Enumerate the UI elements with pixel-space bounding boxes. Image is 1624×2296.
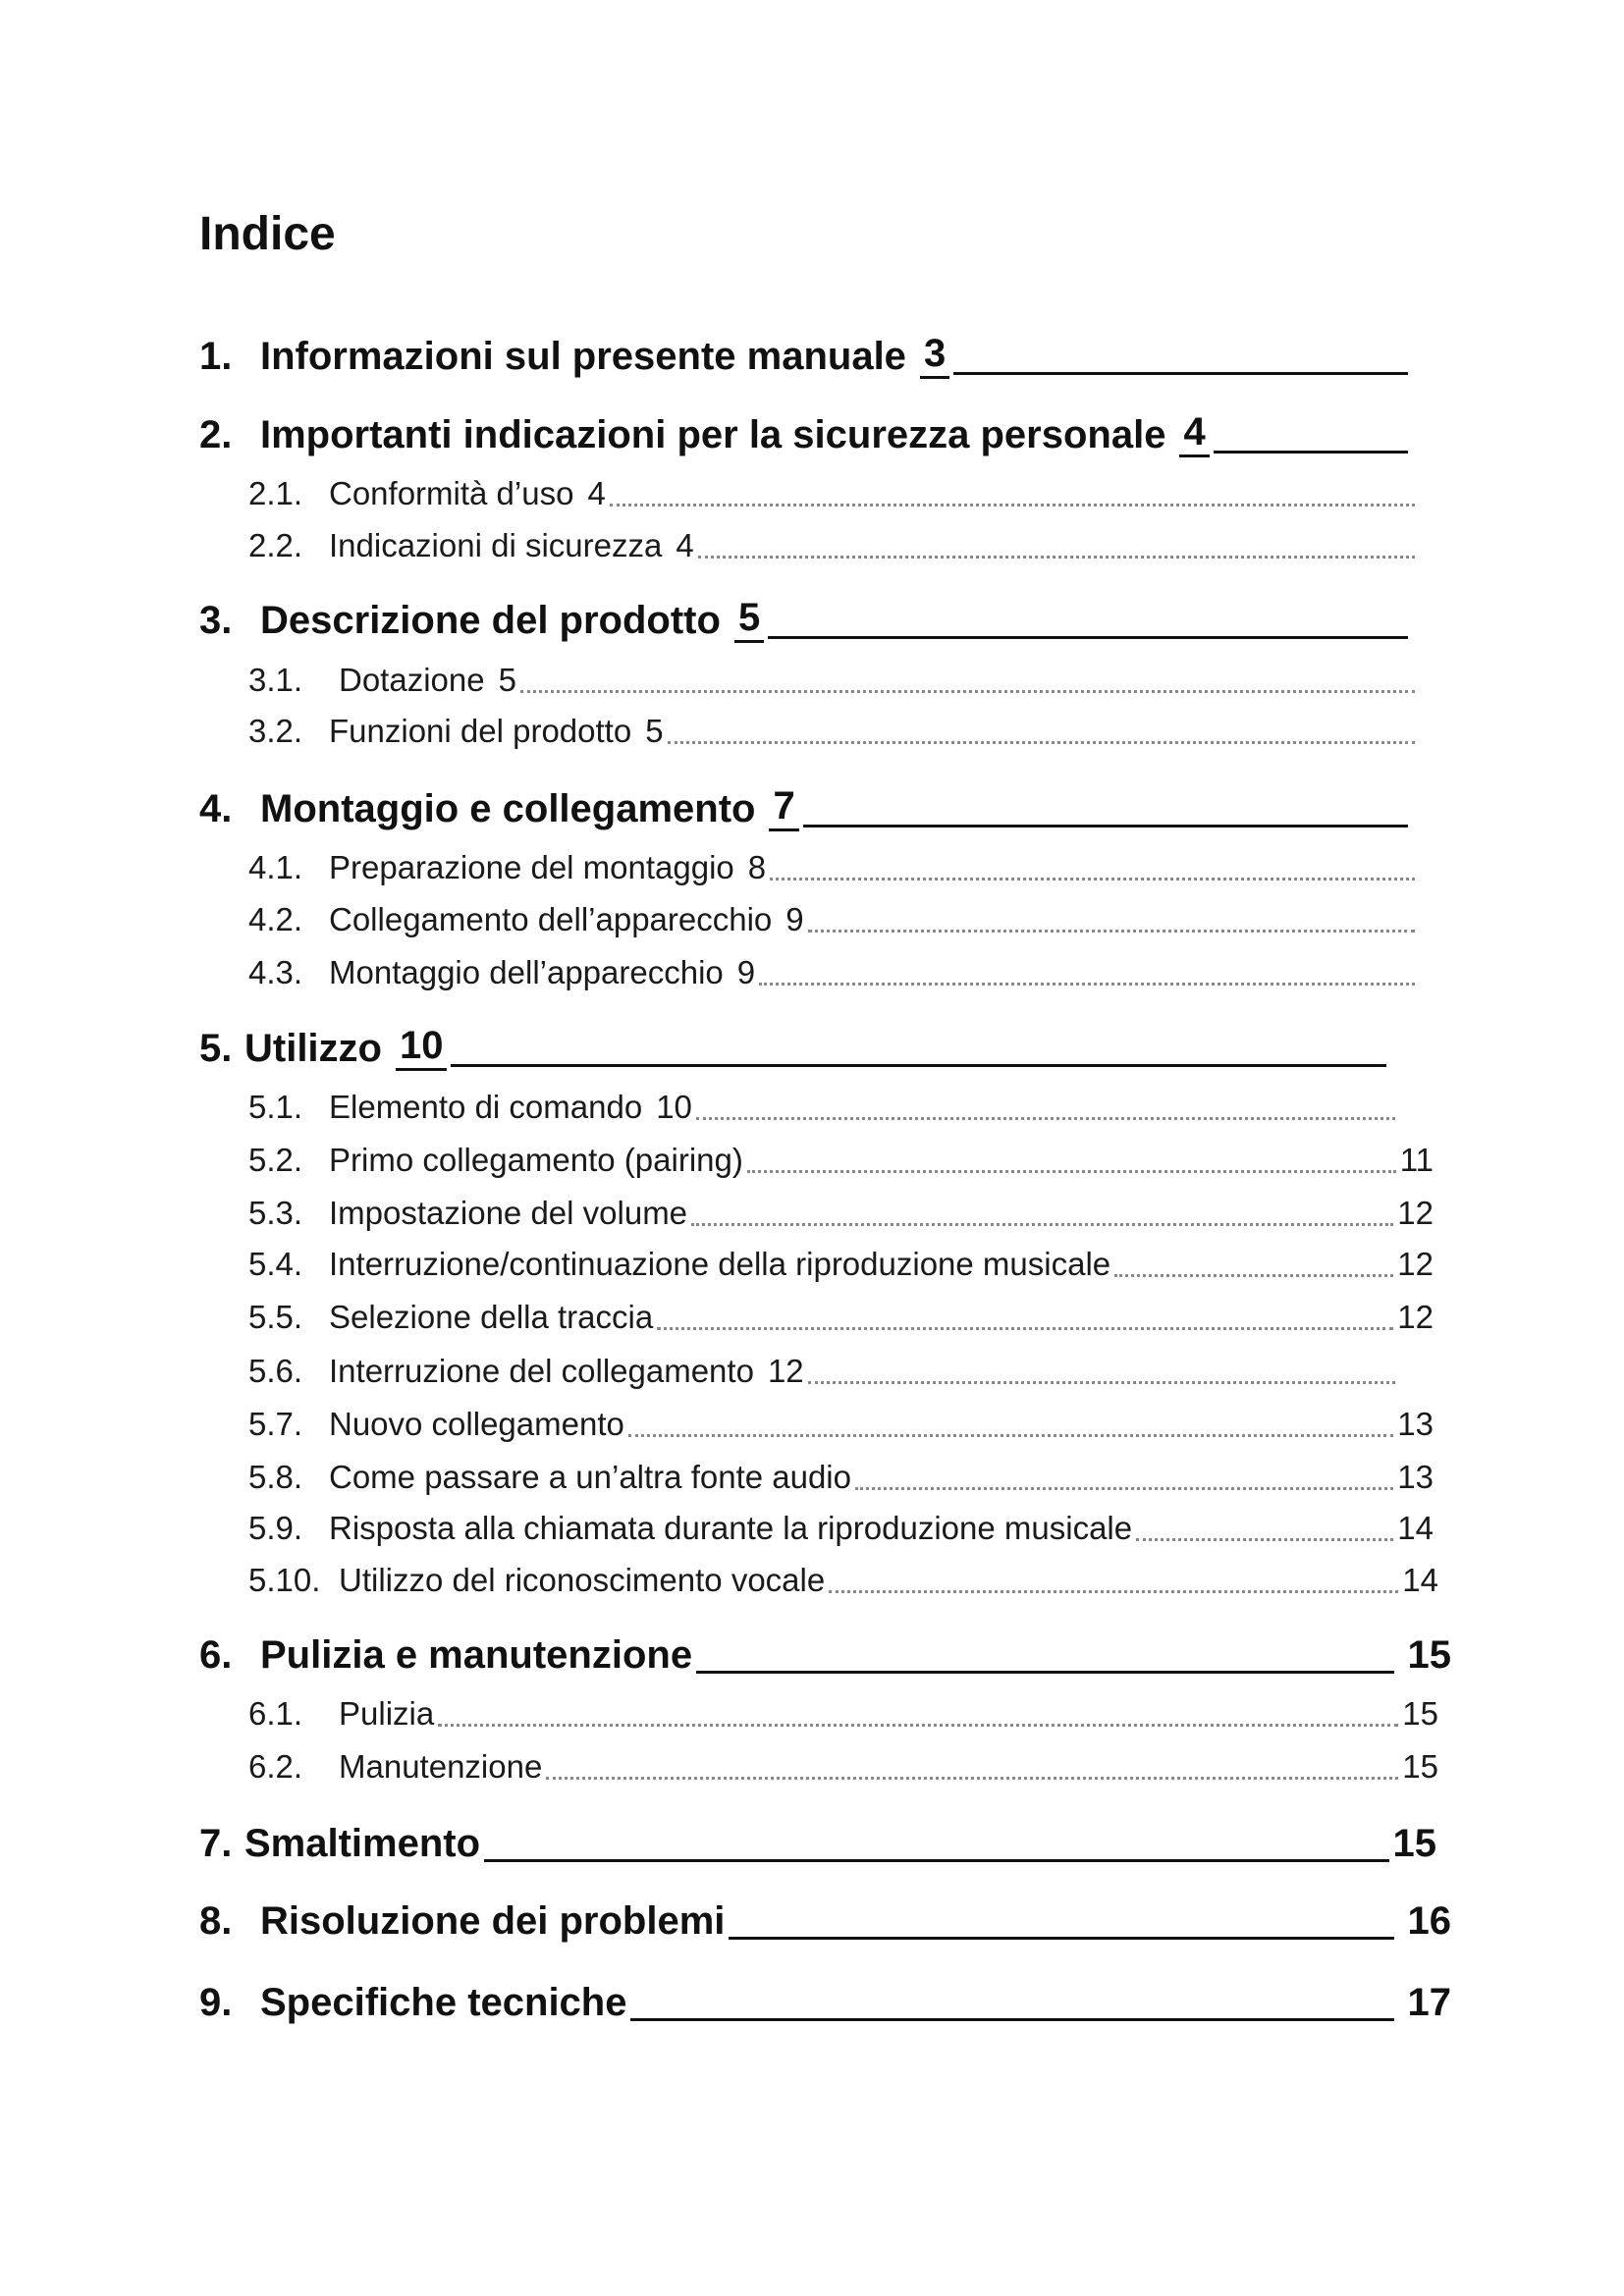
toc-entry-page: 14 bbox=[1397, 1510, 1434, 1546]
toc-leader-line bbox=[630, 2018, 1393, 2021]
toc-entry-number: 5.6. bbox=[248, 1353, 303, 1389]
toc-entry-number: 4.3. bbox=[248, 954, 303, 990]
toc-entry-page: 16 bbox=[1407, 1899, 1451, 1943]
toc-entry-number: 5.4. bbox=[248, 1246, 303, 1282]
toc-leader-line bbox=[484, 1859, 1388, 1862]
toc-entry-number: 5.9. bbox=[248, 1510, 303, 1546]
toc-entry-page: 13 bbox=[1397, 1406, 1434, 1442]
toc-entry-page: 5 bbox=[734, 596, 764, 643]
toc-leader-line bbox=[803, 825, 1408, 828]
toc-subentry[interactable] bbox=[248, 658, 1419, 699]
toc-entry-page: 9 bbox=[736, 954, 756, 990]
toc-entry[interactable] bbox=[199, 1629, 1451, 1678]
toc-leader-dots bbox=[747, 1170, 1396, 1173]
toc-entry-number: 2.2. bbox=[248, 527, 303, 563]
toc-entry-number: 2.1. bbox=[248, 475, 303, 511]
toc-entry-label: Utilizzo bbox=[244, 1027, 382, 1070]
toc-entry-page: 12 bbox=[767, 1353, 804, 1389]
toc-entry-number: 6.1. bbox=[248, 1695, 303, 1732]
toc-entry-label: Primo collegamento (pairing) bbox=[329, 1142, 743, 1178]
toc-entry-label: Collegamento dell’apparecchio bbox=[329, 901, 773, 937]
toc-subentry[interactable] bbox=[248, 1506, 1434, 1547]
toc-subentry[interactable] bbox=[248, 523, 1419, 564]
toc-leader-dots bbox=[668, 741, 1415, 744]
toc-entry-number: 6. bbox=[199, 1633, 233, 1677]
toc-leader-dots bbox=[546, 1777, 1398, 1780]
toc-leader-dots bbox=[808, 1381, 1395, 1384]
toc-entry-page: 8 bbox=[747, 849, 767, 885]
toc-entry[interactable] bbox=[199, 1976, 1451, 2025]
toc-entry-label: Interruzione/continuazione della riproduzione musicale bbox=[329, 1246, 1111, 1282]
toc-entry-label: Dotazione bbox=[339, 662, 485, 698]
toc-entry-label: Informazioni sul presente manuale bbox=[260, 335, 906, 378]
toc-entry-label: Conformità d’uso bbox=[329, 475, 574, 511]
toc-entry-page: 12 bbox=[1397, 1246, 1434, 1282]
toc-leader-dots bbox=[628, 1434, 1393, 1437]
toc-leader-line bbox=[1214, 451, 1408, 454]
toc-entry[interactable] bbox=[199, 1895, 1451, 1944]
toc-entry[interactable] bbox=[199, 408, 1412, 457]
toc-entry-number: 5. bbox=[199, 1027, 233, 1070]
toc-leader-dots bbox=[657, 1327, 1393, 1330]
toc-entry-page: 4 bbox=[676, 527, 694, 563]
toc-entry-number: 4. bbox=[199, 787, 233, 830]
toc-entry-label: Montaggio e collegamento bbox=[260, 787, 756, 830]
toc-entry-number: 5.10. bbox=[248, 1562, 321, 1598]
toc-subentry[interactable] bbox=[248, 1402, 1434, 1443]
toc-entry-number: 5.5. bbox=[248, 1299, 303, 1335]
toc-subentry[interactable] bbox=[248, 1349, 1399, 1390]
toc-entry-label: Montaggio dell’apparecchio bbox=[329, 954, 724, 990]
toc-entry-label: Elemento di comando bbox=[329, 1089, 643, 1125]
toc-entry-label: Risoluzione dei problemi bbox=[260, 1899, 726, 1943]
toc-entry-label: Indicazioni di sicurezza bbox=[329, 527, 663, 563]
toc-entry-number: 5.7. bbox=[248, 1406, 303, 1442]
toc-subentry[interactable] bbox=[248, 897, 1419, 938]
toc-entry-number: 2. bbox=[199, 413, 233, 456]
toc-entry-number: 6.2. bbox=[248, 1748, 303, 1785]
toc-entry-label: Pulizia e manutenzione bbox=[260, 1633, 693, 1677]
toc-entry-page: 14 bbox=[1402, 1562, 1438, 1598]
toc-leader-dots bbox=[520, 690, 1415, 693]
toc-entry[interactable] bbox=[199, 1022, 1390, 1071]
toc-entry-page: 12 bbox=[1397, 1299, 1434, 1335]
toc-entry-number: 8. bbox=[199, 1899, 233, 1943]
toc-leader-dots bbox=[610, 504, 1415, 507]
toc-entry-page: 4 bbox=[587, 475, 606, 511]
toc-subentry[interactable] bbox=[248, 1085, 1399, 1126]
toc-entry-page: 15 bbox=[1402, 1695, 1438, 1732]
toc-entry[interactable] bbox=[199, 594, 1412, 643]
toc-subentry[interactable] bbox=[248, 1295, 1434, 1336]
toc-entry-label: Selezione della traccia bbox=[329, 1299, 654, 1335]
toc-entry-label: Preparazione del montaggio bbox=[329, 849, 734, 885]
toc-entry-page: 9 bbox=[785, 901, 804, 937]
toc-entry-page: 12 bbox=[1397, 1195, 1434, 1231]
toc-subentry[interactable] bbox=[248, 1138, 1434, 1179]
toc-entry-number: 5.1. bbox=[248, 1089, 303, 1125]
toc-subentry[interactable] bbox=[248, 845, 1419, 886]
toc-subentry[interactable] bbox=[248, 1558, 1438, 1599]
toc-entry-number: 9. bbox=[199, 1981, 233, 2024]
toc-entry-page: 3 bbox=[920, 332, 949, 379]
toc-leader-line bbox=[729, 1937, 1393, 1940]
toc-subentry[interactable] bbox=[248, 1691, 1438, 1733]
toc-entry-number: 5.3. bbox=[248, 1195, 303, 1231]
toc-entry-number: 1. bbox=[199, 335, 233, 378]
toc-entry-label: Descrizione del prodotto bbox=[260, 599, 721, 642]
toc-subentry[interactable] bbox=[248, 471, 1419, 512]
toc-entry-page: 7 bbox=[769, 784, 798, 831]
toc-leader-dots bbox=[438, 1724, 1398, 1727]
toc-subentry[interactable] bbox=[248, 1455, 1434, 1496]
toc-entry-page: 17 bbox=[1407, 1981, 1451, 2024]
toc-leader-dots bbox=[1136, 1538, 1393, 1541]
toc-entry-page: 11 bbox=[1399, 1142, 1434, 1178]
toc-leader-line bbox=[451, 1064, 1386, 1067]
toc-entry-label: Pulizia bbox=[339, 1695, 435, 1732]
toc-entry-page: 15 bbox=[1392, 1822, 1436, 1865]
toc-entry-number: 4.1. bbox=[248, 849, 303, 885]
toc-entry-label: Manutenzione bbox=[339, 1748, 543, 1785]
toc-leader-dots bbox=[770, 878, 1415, 881]
toc-entry-page: 15 bbox=[1407, 1633, 1451, 1677]
toc-entry-page: 5 bbox=[498, 662, 516, 698]
toc-entry-label: Risposta alla chiamata durante la riproduzione musicale bbox=[329, 1510, 1133, 1546]
toc-entry-label: Impostazione del volume bbox=[329, 1195, 688, 1231]
toc-subentry[interactable] bbox=[248, 950, 1419, 991]
toc-entry-number: 5.2. bbox=[248, 1142, 303, 1178]
toc-leader-dots bbox=[696, 1117, 1395, 1120]
toc-entry-label: Come passare a un’altra fonte audio bbox=[329, 1459, 851, 1495]
toc-entry-label: Interruzione del collegamento bbox=[329, 1353, 754, 1389]
page-title: Indice bbox=[199, 208, 336, 260]
toc-entry[interactable] bbox=[199, 330, 1412, 379]
toc-leader-dots bbox=[691, 1223, 1393, 1226]
toc-entry-number: 3.2. bbox=[248, 713, 303, 749]
toc-entry-page: 13 bbox=[1397, 1459, 1434, 1495]
toc-entry-page: 15 bbox=[1402, 1748, 1438, 1785]
toc-leader-dots bbox=[855, 1487, 1393, 1490]
toc-entry-page: 10 bbox=[656, 1089, 692, 1125]
toc-entry-page: 10 bbox=[396, 1024, 448, 1071]
toc-entry-label: Smaltimento bbox=[244, 1822, 481, 1865]
toc-leader-dots bbox=[698, 556, 1415, 559]
toc-entry-number: 3.1. bbox=[248, 662, 303, 698]
toc-entry-page: 5 bbox=[645, 713, 664, 749]
toc-entry-label: Specifiche tecniche bbox=[260, 1981, 627, 2024]
toc-entry-label: Nuovo collegamento bbox=[329, 1406, 624, 1442]
toc-entry-page: 4 bbox=[1179, 410, 1209, 457]
toc-leader-dots bbox=[759, 983, 1415, 986]
toc-leader-line bbox=[768, 636, 1408, 639]
toc-leader-dots bbox=[808, 930, 1415, 933]
toc-subentry[interactable] bbox=[248, 1744, 1438, 1786]
toc-leader-line bbox=[696, 1671, 1393, 1674]
toc-entry[interactable] bbox=[199, 1817, 1436, 1866]
toc-entry-number: 7. bbox=[199, 1822, 233, 1865]
toc-entry-label: Importanti indicazioni per la sicurezza personale bbox=[260, 413, 1166, 456]
toc-entry[interactable] bbox=[199, 782, 1412, 831]
toc-entry-number: 3. bbox=[199, 599, 233, 642]
toc-entry-label: Utilizzo del riconoscimento vocale bbox=[339, 1562, 826, 1598]
toc-leader-dots bbox=[1114, 1274, 1393, 1277]
toc-entry-label: Funzioni del prodotto bbox=[329, 713, 632, 749]
toc-leader-line bbox=[953, 372, 1408, 375]
toc-entry-number: 4.2. bbox=[248, 901, 303, 937]
toc-subentry[interactable] bbox=[248, 1242, 1434, 1283]
toc-entry-number: 5.8. bbox=[248, 1459, 303, 1495]
toc-subentry[interactable] bbox=[248, 1191, 1434, 1232]
toc-subentry[interactable] bbox=[248, 709, 1419, 750]
toc-leader-dots bbox=[829, 1590, 1398, 1593]
